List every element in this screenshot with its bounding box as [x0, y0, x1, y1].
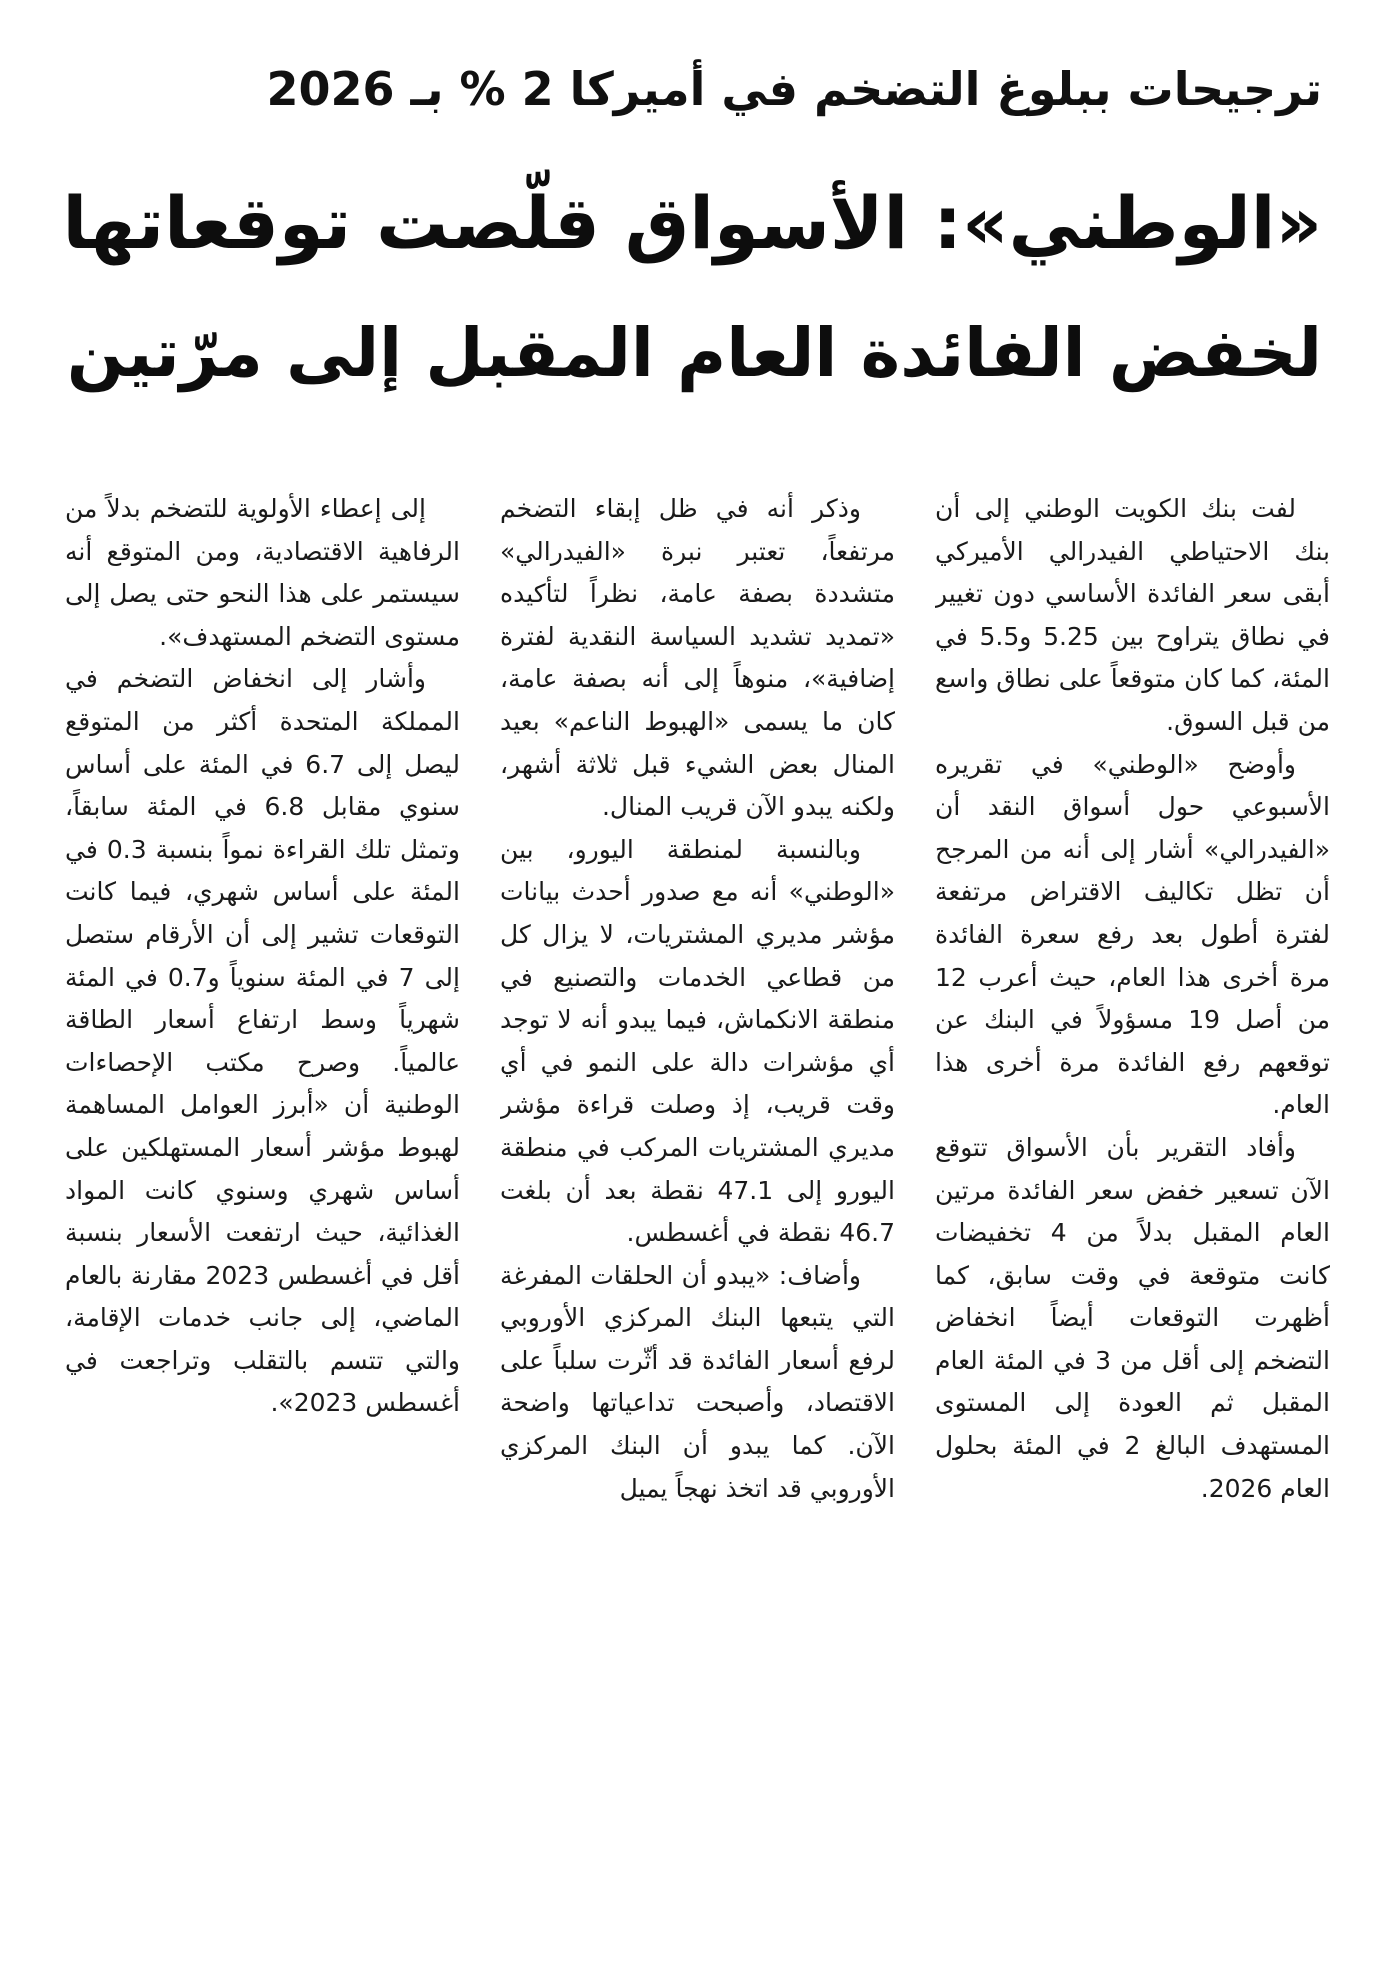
paragraph: وأضاف: «يبدو أن الحلقات المفرغة التي يتبعها البنك المركزي الأوروبي لرفع أسعار الفائدة قد أثّرت سلباً على الاقتصاد، وأصبحت تداعياتها واضحة الآن. كما يبدو أن البنك المركزي الأوروبي قد اتخذ نهجاً يميل: [500, 1260, 895, 1503]
paragraph: وأوضح «الوطني» في تقريره الأسبوعي حول أسواق النقد أن «الفيدرالي» أشار إلى أنه من المرجح أن تظل تكاليف الاقتراض مرتفعة لفترة أطول بعد رفع سعرة الفائدة مرة أخرى هذا العام، حيث أعرب 12 من أصل 19 مسؤولاً في البنك عن توقعهم رفع الفائدة مرة أخرى هذا العام.: [935, 749, 1330, 1120]
article-body-columns: [55, 488, 1330, 1948]
article-headline: [62, 158, 1322, 418]
headline-line-2: لخفض الفائدة العام المقبل إلى مرّتين: [66, 314, 1322, 392]
text-column-2: [500, 488, 895, 1948]
paragraph: وبالنسبة لمنطقة اليورو، بين «الوطني» أنه مع صدور أحدث بيانات مؤشر مديري المشتريات، لا يزال كل من قطاعي الخدمات والتصنيع في منطقة الانكماش، فيما يبدو أنه لا توجد أي مؤشرات دالة على النمو في أي وقت قريب، إذ وصلت قراءة مؤشر مديري المشتريات المركب في منطقة اليورو إلى 47.1 نقطة بعد أن بلغت 46.7 نقطة في أغسطس.: [500, 834, 895, 1248]
paragraph: لفت بنك الكويت الوطني إلى أن بنك الاحتياطي الفيدرالي الأميركي أبقى سعر الفائدة الأساسي دون تغيير في نطاق يتراوح بين 5.25 و5.5 في المئة، كما كان متوقعاً على نطاق واسع من قبل السوق.: [935, 494, 1330, 736]
paragraph: إلى إعطاء الأولوية للتضخم بدلاً من الرفاهية الاقتصادية، ومن المتوقع أنه سيستمر على هذا النحو حتى يصل إلى مستوى التضخم المستهدف».: [65, 494, 460, 651]
paragraph: وذكر أنه في ظل إبقاء التضخم مرتفعاً، تعتبر نبرة «الفيدرالي» متشددة بصفة عامة، نظراً لتأكيده «تمديد تشديد السياسة النقدية لفترة إضافية»، منوهاً إلى أنه بصفة عامة، كان ما يسمى «الهبوط الناعم» بعيد المنال بعض الشيء قبل ثلاثة أشهر، ولكنه يبدو الآن قريب المنال.: [500, 494, 895, 822]
paragraph: وأفاد التقرير بأن الأسواق تتوقع الآن تسعير خفض سعر الفائدة مرتين العام المقبل بدلاً من 4 تخفيضات كانت متوقعة في وقت سابق، كما أظهرت التوقعات أيضاً انخفاض التضخم إلى أقل من 3 في المئة العام المقبل ثم العودة إلى المستوى المستهدف البالغ 2 في المئة بحلول العام 2026.: [935, 1132, 1330, 1503]
paragraph: وأشار إلى انخفاض التضخم في المملكة المتحدة أكثر من المتوقع ليصل إلى 6.7 في المئة على أساس سنوي مقابل 6.8 في المئة سابقاً، وتمثل تلك القراءة نمواً بنسبة 0.3 في المئة على أساس شهري، فيما كانت التوقعات تشير إلى أن الأرقام ستصل إلى 7 في المئة سنوياً و0.7 في المئة شهرياً وسط ارتفاع أسعار الطاقة عالمياً. وصرح مكتب الإحصاءات الوطنية أن «أبرز العوامل المساهمة لهبوط مؤشر أسعار المستهلكين على أساس شهري وسنوي كانت المواد الغذائية، حيث ارتفعت الأسعار بنسبة أقل في أغسطس 2023 مقارنة بالعام الماضي، إلى جانب خدمات الإقامة، والتي تتسم بالتقلب وتراجعت في أغسطس 2023».: [65, 664, 460, 1418]
article-kicker: ترجيحات ببلوغ التضخم في أميركا 2 % بـ 2026: [266, 62, 1322, 116]
text-column-1: [935, 488, 1330, 1948]
headline-line-1: «الوطني»: الأسواق قلّصت توقعاتها: [62, 181, 1322, 265]
text-column-3: [65, 488, 460, 1948]
